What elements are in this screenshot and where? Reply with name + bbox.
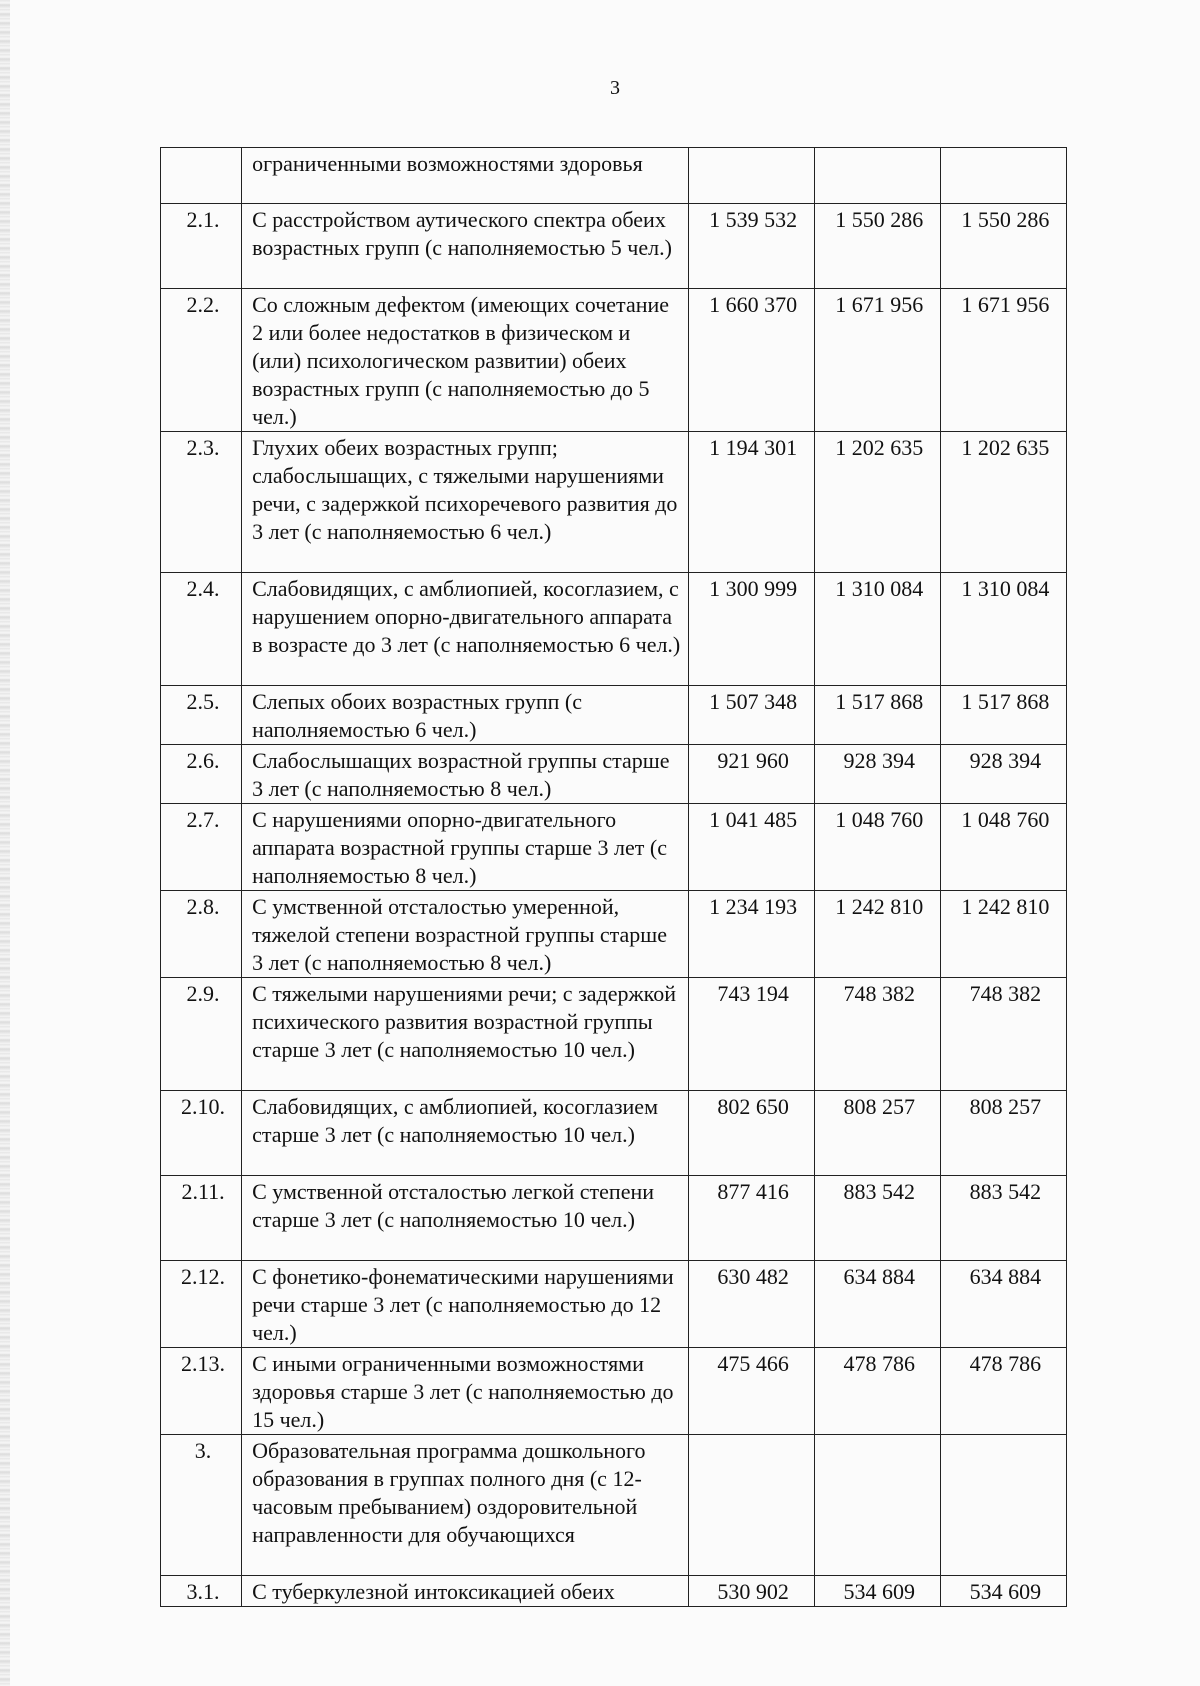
row-value-3: 1 048 760 xyxy=(940,804,1066,891)
table-row xyxy=(161,432,1067,573)
row-number: 2.2. xyxy=(161,289,242,432)
row-value-1: 743 194 xyxy=(688,978,814,1091)
row-value-2 xyxy=(814,148,940,204)
table-row xyxy=(161,1435,1067,1576)
row-value-3: 928 394 xyxy=(940,745,1066,804)
row-value-1: 1 300 999 xyxy=(688,573,814,686)
row-value-1: 802 650 xyxy=(688,1091,814,1176)
table-row xyxy=(161,686,1067,745)
tariff-table xyxy=(160,147,1067,1607)
table-row xyxy=(161,1261,1067,1348)
row-number: 2.13. xyxy=(161,1348,242,1435)
row-description: Со сложным дефектом (имеющих сочетание 2 или более недостатков в физическом и (или) психологическом развитии) обеих возрастных групп (с наполняемостью до 5 чел.) xyxy=(242,289,688,432)
row-value-2: 534 609 xyxy=(814,1576,940,1607)
row-value-2 xyxy=(814,1435,940,1576)
row-value-1: 1 194 301 xyxy=(688,432,814,573)
row-value-1: 1 041 485 xyxy=(688,804,814,891)
table-row xyxy=(161,1348,1067,1435)
table-row xyxy=(161,978,1067,1091)
row-number: 2.10. xyxy=(161,1091,242,1176)
row-value-1 xyxy=(688,148,814,204)
row-value-1: 1 660 370 xyxy=(688,289,814,432)
row-value-3: 748 382 xyxy=(940,978,1066,1091)
row-value-2: 1 671 956 xyxy=(814,289,940,432)
page-number: 3 xyxy=(610,77,620,99)
row-value-2: 1 310 084 xyxy=(814,573,940,686)
row-value-2: 883 542 xyxy=(814,1176,940,1261)
row-number: 2.5. xyxy=(161,686,242,745)
table-row xyxy=(161,289,1067,432)
row-number: 2.7. xyxy=(161,804,242,891)
row-value-3: 808 257 xyxy=(940,1091,1066,1176)
row-number: 2.4. xyxy=(161,573,242,686)
row-value-2: 634 884 xyxy=(814,1261,940,1348)
row-description: Слабовидящих, с амблиопией, косоглазием, с нарушением опорно-двигательного аппарата в возрасте до 3 лет (с наполняемостью 6 чел.) xyxy=(242,573,688,686)
row-number: 3. xyxy=(161,1435,242,1576)
row-value-3: 534 609 xyxy=(940,1576,1066,1607)
table-row xyxy=(161,1091,1067,1176)
row-number: 2.8. xyxy=(161,891,242,978)
row-value-2: 1 517 868 xyxy=(814,686,940,745)
row-value-3: 1 671 956 xyxy=(940,289,1066,432)
row-value-3 xyxy=(940,1435,1066,1576)
row-value-3: 634 884 xyxy=(940,1261,1066,1348)
row-value-2: 1 048 760 xyxy=(814,804,940,891)
row-value-1: 877 416 xyxy=(688,1176,814,1261)
row-value-1 xyxy=(688,1435,814,1576)
row-value-2: 748 382 xyxy=(814,978,940,1091)
row-value-1: 1 539 532 xyxy=(688,204,814,289)
row-value-3: 883 542 xyxy=(940,1176,1066,1261)
row-description: С расстройством аутического спектра обеих возрастных групп (с наполняемостью 5 чел.) xyxy=(242,204,688,289)
row-value-1: 921 960 xyxy=(688,745,814,804)
table-row xyxy=(161,573,1067,686)
row-description: С тяжелыми нарушениями речи; с задержкой психического развития возрастной группы старше 3 лет (с наполняемостью 10 чел.) xyxy=(242,978,688,1091)
row-value-2: 478 786 xyxy=(814,1348,940,1435)
row-value-3: 1 517 868 xyxy=(940,686,1066,745)
row-value-2: 1 202 635 xyxy=(814,432,940,573)
row-number: 3.1. xyxy=(161,1576,242,1607)
row-value-1: 530 902 xyxy=(688,1576,814,1607)
row-value-3: 1 242 810 xyxy=(940,891,1066,978)
row-description: С умственной отсталостью легкой степени старше 3 лет (с наполняемостью 10 чел.) xyxy=(242,1176,688,1261)
table-row xyxy=(161,745,1067,804)
table-row xyxy=(161,891,1067,978)
row-description: С иными ограниченными возможностями здоровья старше 3 лет (с наполняемостью до 15 чел.) xyxy=(242,1348,688,1435)
row-description: Глухих обеих возрастных групп; слабослышащих, с тяжелыми нарушениями речи, с задержкой психоречевого развития до 3 лет (с наполняемостью 6 чел.) xyxy=(242,432,688,573)
row-value-1: 1 234 193 xyxy=(688,891,814,978)
row-value-3: 1 550 286 xyxy=(940,204,1066,289)
row-value-2: 928 394 xyxy=(814,745,940,804)
row-value-1: 630 482 xyxy=(688,1261,814,1348)
row-description: С нарушениями опорно-двигательного аппарата возрастной группы старше 3 лет (с наполняемостью 8 чел.) xyxy=(242,804,688,891)
row-value-1: 1 507 348 xyxy=(688,686,814,745)
row-number xyxy=(161,148,242,204)
row-number: 2.12. xyxy=(161,1261,242,1348)
row-value-1: 475 466 xyxy=(688,1348,814,1435)
row-value-3 xyxy=(940,148,1066,204)
table-row xyxy=(161,148,1067,204)
row-number: 2.11. xyxy=(161,1176,242,1261)
row-description: Слабослышащих возрастной группы старше 3 лет (с наполняемостью 8 чел.) xyxy=(242,745,688,804)
row-description: С фонетико-фонематическими нарушениями речи старше 3 лет (с наполняемостью до 12 чел.) xyxy=(242,1261,688,1348)
row-value-2: 808 257 xyxy=(814,1091,940,1176)
row-number: 2.9. xyxy=(161,978,242,1091)
row-value-2: 1 550 286 xyxy=(814,204,940,289)
row-value-3: 1 310 084 xyxy=(940,573,1066,686)
table-row xyxy=(161,804,1067,891)
row-number: 2.6. xyxy=(161,745,242,804)
row-description: С умственной отсталостью умеренной, тяжелой степени возрастной группы старше 3 лет (с наполняемостью 8 чел.) xyxy=(242,891,688,978)
row-value-3: 1 202 635 xyxy=(940,432,1066,573)
table-row xyxy=(161,1576,1067,1607)
row-number: 2.3. xyxy=(161,432,242,573)
row-description: С туберкулезной интоксикацией обеих xyxy=(242,1576,688,1607)
row-description: Слепых обоих возрастных групп (с наполняемостью 6 чел.) xyxy=(242,686,688,745)
row-description: Слабовидящих, с амблиопией, косоглазием старше 3 лет (с наполняемостью 10 чел.) xyxy=(242,1091,688,1176)
row-value-3: 478 786 xyxy=(940,1348,1066,1435)
table-row xyxy=(161,1176,1067,1261)
row-value-2: 1 242 810 xyxy=(814,891,940,978)
table-row xyxy=(161,204,1067,289)
row-description: ограниченными возможностями здоровья xyxy=(242,148,688,204)
scan-edge xyxy=(0,0,10,1686)
row-description: Образовательная программа дошкольного образования в группах полного дня (с 12-часовым пребыванием) оздоровительной направленности для обучающихся xyxy=(242,1435,688,1576)
row-number: 2.1. xyxy=(161,204,242,289)
